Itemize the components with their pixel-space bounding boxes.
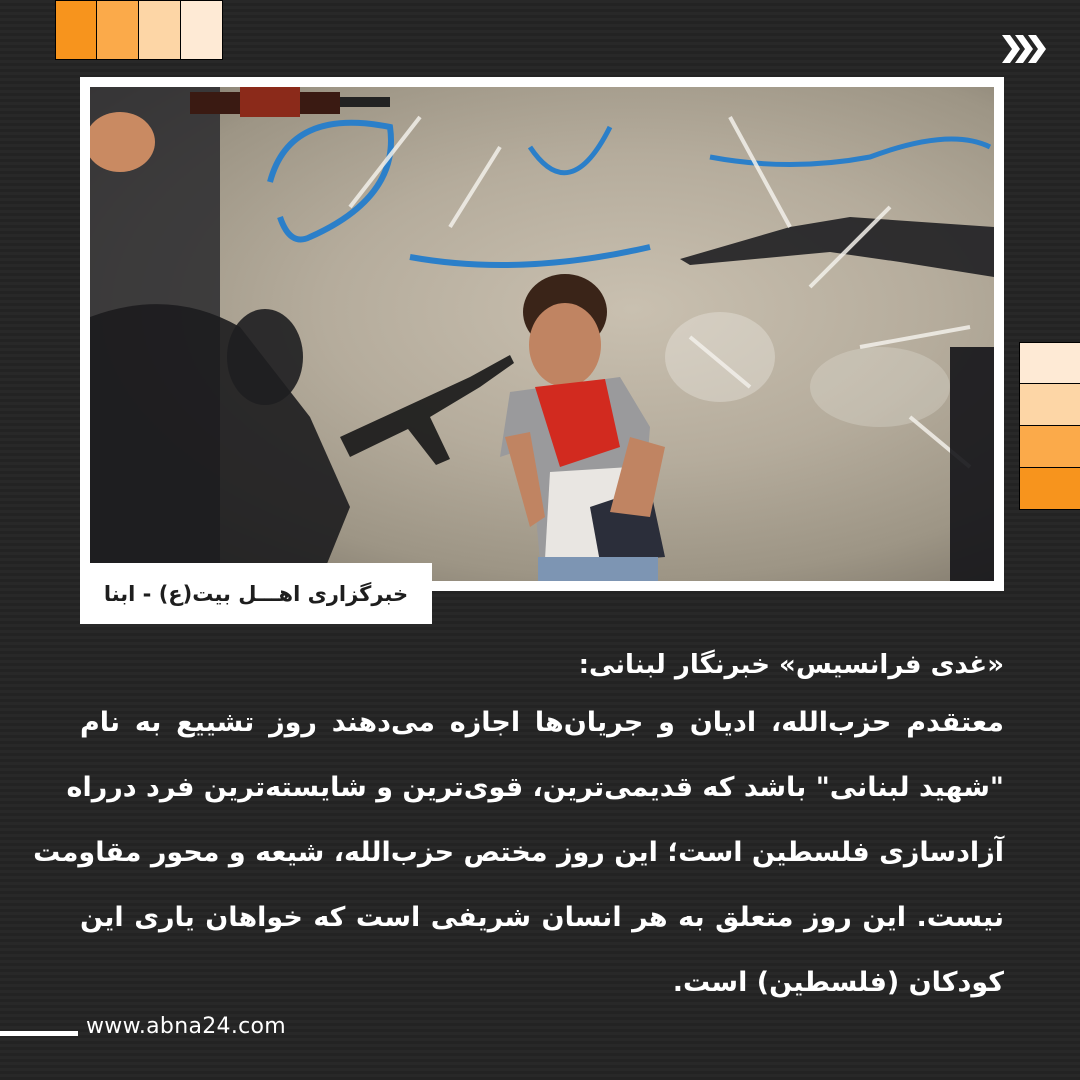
right-color-swatches (1019, 342, 1080, 510)
triple-chevron-right-icon (1002, 33, 1048, 65)
top-color-swatches (55, 0, 223, 60)
headline: «غدی فرانسیس» خبرنگار لبنانی: (578, 650, 1004, 680)
photo-caption-box (80, 563, 432, 624)
photo-illustration (90, 87, 994, 581)
swatch-light-orange (97, 0, 139, 60)
body-line-4: نیست. این روز متعلق به هر انسان شریفی است که خواهان یاری این (80, 902, 1004, 933)
website-url[interactable]: www.abna24.com (86, 1014, 286, 1039)
swatch-orange (1019, 468, 1080, 510)
footer-divider (0, 1031, 78, 1036)
news-photo (90, 87, 994, 581)
body-line-3: آزادسازی فلسطین است؛ این روز مختص حزب‌الله، شیعه و محور مقاومت (33, 837, 1004, 868)
swatch-orange (55, 0, 97, 60)
body-line-5: کودکان (فلسطین) است. (672, 967, 1004, 998)
swatch-peach (139, 0, 181, 60)
swatch-cream (1019, 342, 1080, 384)
swatch-light-orange (1019, 426, 1080, 468)
swatch-peach (1019, 384, 1080, 426)
body-line-2: "شهید لبنانی" باشد که قدیمی‌ترین، قوی‌ترین و شایسته‌ترین فرد درراه (66, 772, 1004, 803)
swatch-cream (181, 0, 223, 60)
body-line-1: معتقدم حزب‌الله، ادیان و جریان‌ها اجازه می‌دهند روز تشییع به نام (80, 707, 1004, 738)
photo-frame (80, 77, 1004, 591)
photo-caption: خبرگزاری اهـــل بیت(ع) - ابنا (103, 581, 409, 606)
article-text (33, 640, 1004, 1015)
